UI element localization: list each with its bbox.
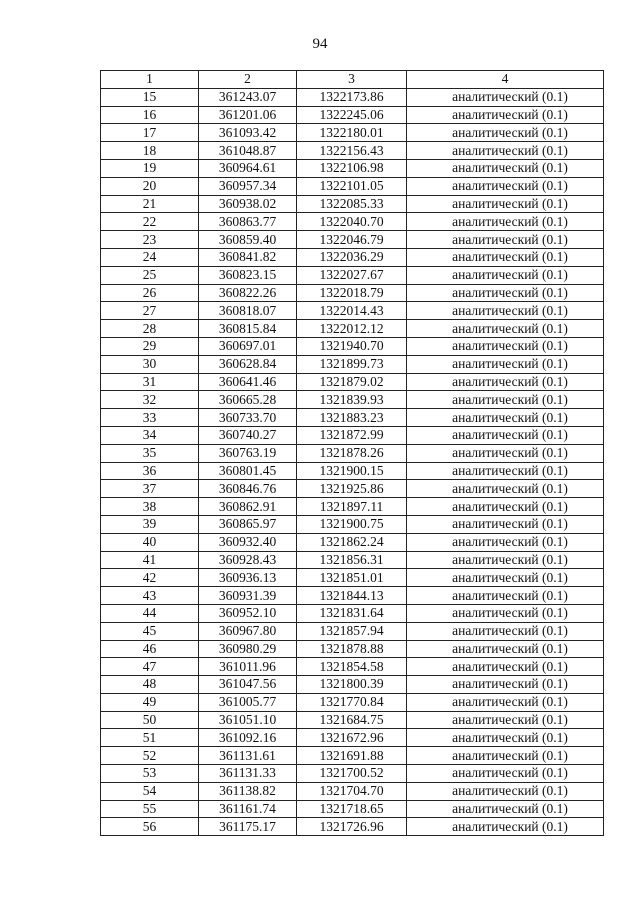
method-cell: аналитический (0.1) (407, 409, 604, 427)
y-coordinate-cell: 1321726.96 (297, 818, 407, 836)
point-number-cell: 25 (101, 266, 199, 284)
y-coordinate-cell: 1321672.96 (297, 729, 407, 747)
method-cell: аналитический (0.1) (407, 391, 604, 409)
x-coordinate-cell: 360980.29 (199, 640, 297, 658)
table-row (101, 782, 604, 800)
coordinates-table (100, 70, 604, 836)
x-coordinate-cell: 360932.40 (199, 533, 297, 551)
point-number-cell: 42 (101, 569, 199, 587)
y-coordinate-cell: 1321857.94 (297, 622, 407, 640)
header-row (101, 71, 604, 89)
y-coordinate-cell: 1322040.70 (297, 213, 407, 231)
method-cell: аналитический (0.1) (407, 515, 604, 533)
y-coordinate-cell: 1322018.79 (297, 284, 407, 302)
y-coordinate-cell: 1321831.64 (297, 604, 407, 622)
point-number-cell: 30 (101, 355, 199, 373)
table-row (101, 106, 604, 124)
table-row (101, 818, 604, 836)
y-coordinate-cell: 1321878.26 (297, 444, 407, 462)
x-coordinate-cell: 360733.70 (199, 409, 297, 427)
header-col-1: 1 (101, 71, 199, 89)
x-coordinate-cell: 360822.26 (199, 284, 297, 302)
table-body (101, 88, 604, 835)
table-row (101, 604, 604, 622)
table-row (101, 480, 604, 498)
method-cell: аналитический (0.1) (407, 320, 604, 338)
y-coordinate-cell: 1321897.11 (297, 498, 407, 516)
method-cell: аналитический (0.1) (407, 640, 604, 658)
y-coordinate-cell: 1321718.65 (297, 800, 407, 818)
point-number-cell: 22 (101, 213, 199, 231)
x-coordinate-cell: 360740.27 (199, 426, 297, 444)
table-row (101, 355, 604, 373)
point-number-cell: 48 (101, 676, 199, 694)
method-cell: аналитический (0.1) (407, 88, 604, 106)
table-row (101, 800, 604, 818)
table-row (101, 711, 604, 729)
method-cell: аналитический (0.1) (407, 426, 604, 444)
method-cell: аналитический (0.1) (407, 159, 604, 177)
method-cell: аналитический (0.1) (407, 337, 604, 355)
method-cell: аналитический (0.1) (407, 711, 604, 729)
method-cell: аналитический (0.1) (407, 693, 604, 711)
table-row (101, 142, 604, 160)
table-row (101, 444, 604, 462)
x-coordinate-cell: 361175.17 (199, 818, 297, 836)
method-cell: аналитический (0.1) (407, 106, 604, 124)
point-number-cell: 37 (101, 480, 199, 498)
method-cell: аналитический (0.1) (407, 622, 604, 640)
table-row (101, 426, 604, 444)
table-row (101, 676, 604, 694)
table-row (101, 231, 604, 249)
table-row (101, 658, 604, 676)
x-coordinate-cell: 360938.02 (199, 195, 297, 213)
point-number-cell: 15 (101, 88, 199, 106)
method-cell: аналитический (0.1) (407, 658, 604, 676)
y-coordinate-cell: 1321940.70 (297, 337, 407, 355)
y-coordinate-cell: 1321704.70 (297, 782, 407, 800)
y-coordinate-cell: 1321770.84 (297, 693, 407, 711)
point-number-cell: 27 (101, 302, 199, 320)
x-coordinate-cell: 360862.91 (199, 498, 297, 516)
x-coordinate-cell: 361093.42 (199, 124, 297, 142)
point-number-cell: 43 (101, 587, 199, 605)
x-coordinate-cell: 360823.15 (199, 266, 297, 284)
method-cell: аналитический (0.1) (407, 498, 604, 516)
x-coordinate-cell: 361131.61 (199, 747, 297, 765)
table-row (101, 693, 604, 711)
x-coordinate-cell: 360936.13 (199, 569, 297, 587)
header-col-2: 2 (199, 71, 297, 89)
method-cell: аналитический (0.1) (407, 765, 604, 783)
x-coordinate-cell: 361092.16 (199, 729, 297, 747)
page-number: 94 (312, 36, 328, 52)
point-number-cell: 55 (101, 800, 199, 818)
x-coordinate-cell: 361011.96 (199, 658, 297, 676)
x-coordinate-cell: 360865.97 (199, 515, 297, 533)
table-row (101, 765, 604, 783)
method-cell: аналитический (0.1) (407, 355, 604, 373)
point-number-cell: 51 (101, 729, 199, 747)
x-coordinate-cell: 361048.87 (199, 142, 297, 160)
method-cell: аналитический (0.1) (407, 569, 604, 587)
x-coordinate-cell: 361051.10 (199, 711, 297, 729)
point-number-cell: 47 (101, 658, 199, 676)
method-cell: аналитический (0.1) (407, 729, 604, 747)
table-row (101, 373, 604, 391)
table-row (101, 284, 604, 302)
point-number-cell: 21 (101, 195, 199, 213)
y-coordinate-cell: 1321879.02 (297, 373, 407, 391)
y-coordinate-cell: 1321883.23 (297, 409, 407, 427)
method-cell: аналитический (0.1) (407, 177, 604, 195)
table-row (101, 498, 604, 516)
point-number-cell: 32 (101, 391, 199, 409)
x-coordinate-cell: 360964.61 (199, 159, 297, 177)
header-col-3: 3 (297, 71, 407, 89)
x-coordinate-cell: 361243.07 (199, 88, 297, 106)
y-coordinate-cell: 1321899.73 (297, 355, 407, 373)
table-row (101, 124, 604, 142)
x-coordinate-cell: 360859.40 (199, 231, 297, 249)
point-number-cell: 29 (101, 337, 199, 355)
method-cell: аналитический (0.1) (407, 800, 604, 818)
table-row (101, 320, 604, 338)
point-number-cell: 40 (101, 533, 199, 551)
method-cell: аналитический (0.1) (407, 124, 604, 142)
y-coordinate-cell: 1321684.75 (297, 711, 407, 729)
y-coordinate-cell: 1322156.43 (297, 142, 407, 160)
table-row (101, 248, 604, 266)
x-coordinate-cell: 360641.46 (199, 373, 297, 391)
table-row (101, 88, 604, 106)
x-coordinate-cell: 360841.82 (199, 248, 297, 266)
method-cell: аналитический (0.1) (407, 747, 604, 765)
point-number-cell: 23 (101, 231, 199, 249)
y-coordinate-cell: 1322027.67 (297, 266, 407, 284)
x-coordinate-cell: 360818.07 (199, 302, 297, 320)
table-row (101, 302, 604, 320)
x-coordinate-cell: 360628.84 (199, 355, 297, 373)
header-col-4: 4 (407, 71, 604, 89)
point-number-cell: 56 (101, 818, 199, 836)
method-cell: аналитический (0.1) (407, 213, 604, 231)
y-coordinate-cell: 1322101.05 (297, 177, 407, 195)
y-coordinate-cell: 1322106.98 (297, 159, 407, 177)
table-row (101, 177, 604, 195)
point-number-cell: 33 (101, 409, 199, 427)
y-coordinate-cell: 1322085.33 (297, 195, 407, 213)
method-cell: аналитический (0.1) (407, 231, 604, 249)
table-row (101, 587, 604, 605)
method-cell: аналитический (0.1) (407, 533, 604, 551)
x-coordinate-cell: 361138.82 (199, 782, 297, 800)
table-row (101, 409, 604, 427)
point-number-cell: 52 (101, 747, 199, 765)
point-number-cell: 16 (101, 106, 199, 124)
y-coordinate-cell: 1322014.43 (297, 302, 407, 320)
y-coordinate-cell: 1322173.86 (297, 88, 407, 106)
point-number-cell: 54 (101, 782, 199, 800)
table-row (101, 266, 604, 284)
y-coordinate-cell: 1321900.15 (297, 462, 407, 480)
y-coordinate-cell: 1321691.88 (297, 747, 407, 765)
y-coordinate-cell: 1322012.12 (297, 320, 407, 338)
method-cell: аналитический (0.1) (407, 480, 604, 498)
x-coordinate-cell: 361131.33 (199, 765, 297, 783)
y-coordinate-cell: 1322245.06 (297, 106, 407, 124)
x-coordinate-cell: 361047.56 (199, 676, 297, 694)
method-cell: аналитический (0.1) (407, 266, 604, 284)
x-coordinate-cell: 360846.76 (199, 480, 297, 498)
point-number-cell: 35 (101, 444, 199, 462)
x-coordinate-cell: 360697.01 (199, 337, 297, 355)
x-coordinate-cell: 360957.34 (199, 177, 297, 195)
table-row (101, 462, 604, 480)
method-cell: аналитический (0.1) (407, 248, 604, 266)
y-coordinate-cell: 1321900.75 (297, 515, 407, 533)
method-cell: аналитический (0.1) (407, 284, 604, 302)
y-coordinate-cell: 1321854.58 (297, 658, 407, 676)
y-coordinate-cell: 1321872.99 (297, 426, 407, 444)
table-header (101, 71, 604, 89)
table-row (101, 569, 604, 587)
method-cell: аналитический (0.1) (407, 604, 604, 622)
x-coordinate-cell: 360815.84 (199, 320, 297, 338)
method-cell: аналитический (0.1) (407, 195, 604, 213)
y-coordinate-cell: 1321839.93 (297, 391, 407, 409)
point-number-cell: 26 (101, 284, 199, 302)
x-coordinate-cell: 361005.77 (199, 693, 297, 711)
table-row (101, 622, 604, 640)
method-cell: аналитический (0.1) (407, 302, 604, 320)
table-row (101, 640, 604, 658)
point-number-cell: 19 (101, 159, 199, 177)
y-coordinate-cell: 1321800.39 (297, 676, 407, 694)
method-cell: аналитический (0.1) (407, 444, 604, 462)
method-cell: аналитический (0.1) (407, 373, 604, 391)
table-row (101, 551, 604, 569)
x-coordinate-cell: 360863.77 (199, 213, 297, 231)
method-cell: аналитический (0.1) (407, 462, 604, 480)
point-number-cell: 17 (101, 124, 199, 142)
point-number-cell: 46 (101, 640, 199, 658)
point-number-cell: 53 (101, 765, 199, 783)
table-row (101, 391, 604, 409)
y-coordinate-cell: 1321862.24 (297, 533, 407, 551)
point-number-cell: 28 (101, 320, 199, 338)
point-number-cell: 36 (101, 462, 199, 480)
point-number-cell: 18 (101, 142, 199, 160)
y-coordinate-cell: 1321851.01 (297, 569, 407, 587)
point-number-cell: 20 (101, 177, 199, 195)
method-cell: аналитический (0.1) (407, 818, 604, 836)
method-cell: аналитический (0.1) (407, 587, 604, 605)
x-coordinate-cell: 360967.80 (199, 622, 297, 640)
y-coordinate-cell: 1321925.86 (297, 480, 407, 498)
y-coordinate-cell: 1321856.31 (297, 551, 407, 569)
table-row (101, 533, 604, 551)
table-row (101, 159, 604, 177)
point-number-cell: 49 (101, 693, 199, 711)
point-number-cell: 38 (101, 498, 199, 516)
point-number-cell: 31 (101, 373, 199, 391)
method-cell: аналитический (0.1) (407, 676, 604, 694)
x-coordinate-cell: 360665.28 (199, 391, 297, 409)
table-row (101, 515, 604, 533)
point-number-cell: 45 (101, 622, 199, 640)
x-coordinate-cell: 360931.39 (199, 587, 297, 605)
method-cell: аналитический (0.1) (407, 782, 604, 800)
table-row (101, 729, 604, 747)
table-row (101, 195, 604, 213)
y-coordinate-cell: 1322036.29 (297, 248, 407, 266)
x-coordinate-cell: 361161.74 (199, 800, 297, 818)
table-row (101, 213, 604, 231)
x-coordinate-cell: 361201.06 (199, 106, 297, 124)
y-coordinate-cell: 1322046.79 (297, 231, 407, 249)
table-row (101, 747, 604, 765)
table-row (101, 337, 604, 355)
y-coordinate-cell: 1321844.13 (297, 587, 407, 605)
method-cell: аналитический (0.1) (407, 142, 604, 160)
method-cell: аналитический (0.1) (407, 551, 604, 569)
x-coordinate-cell: 360763.19 (199, 444, 297, 462)
y-coordinate-cell: 1321878.88 (297, 640, 407, 658)
x-coordinate-cell: 360952.10 (199, 604, 297, 622)
y-coordinate-cell: 1322180.01 (297, 124, 407, 142)
point-number-cell: 34 (101, 426, 199, 444)
x-coordinate-cell: 360801.45 (199, 462, 297, 480)
point-number-cell: 39 (101, 515, 199, 533)
y-coordinate-cell: 1321700.52 (297, 765, 407, 783)
point-number-cell: 50 (101, 711, 199, 729)
point-number-cell: 44 (101, 604, 199, 622)
point-number-cell: 24 (101, 248, 199, 266)
x-coordinate-cell: 360928.43 (199, 551, 297, 569)
point-number-cell: 41 (101, 551, 199, 569)
